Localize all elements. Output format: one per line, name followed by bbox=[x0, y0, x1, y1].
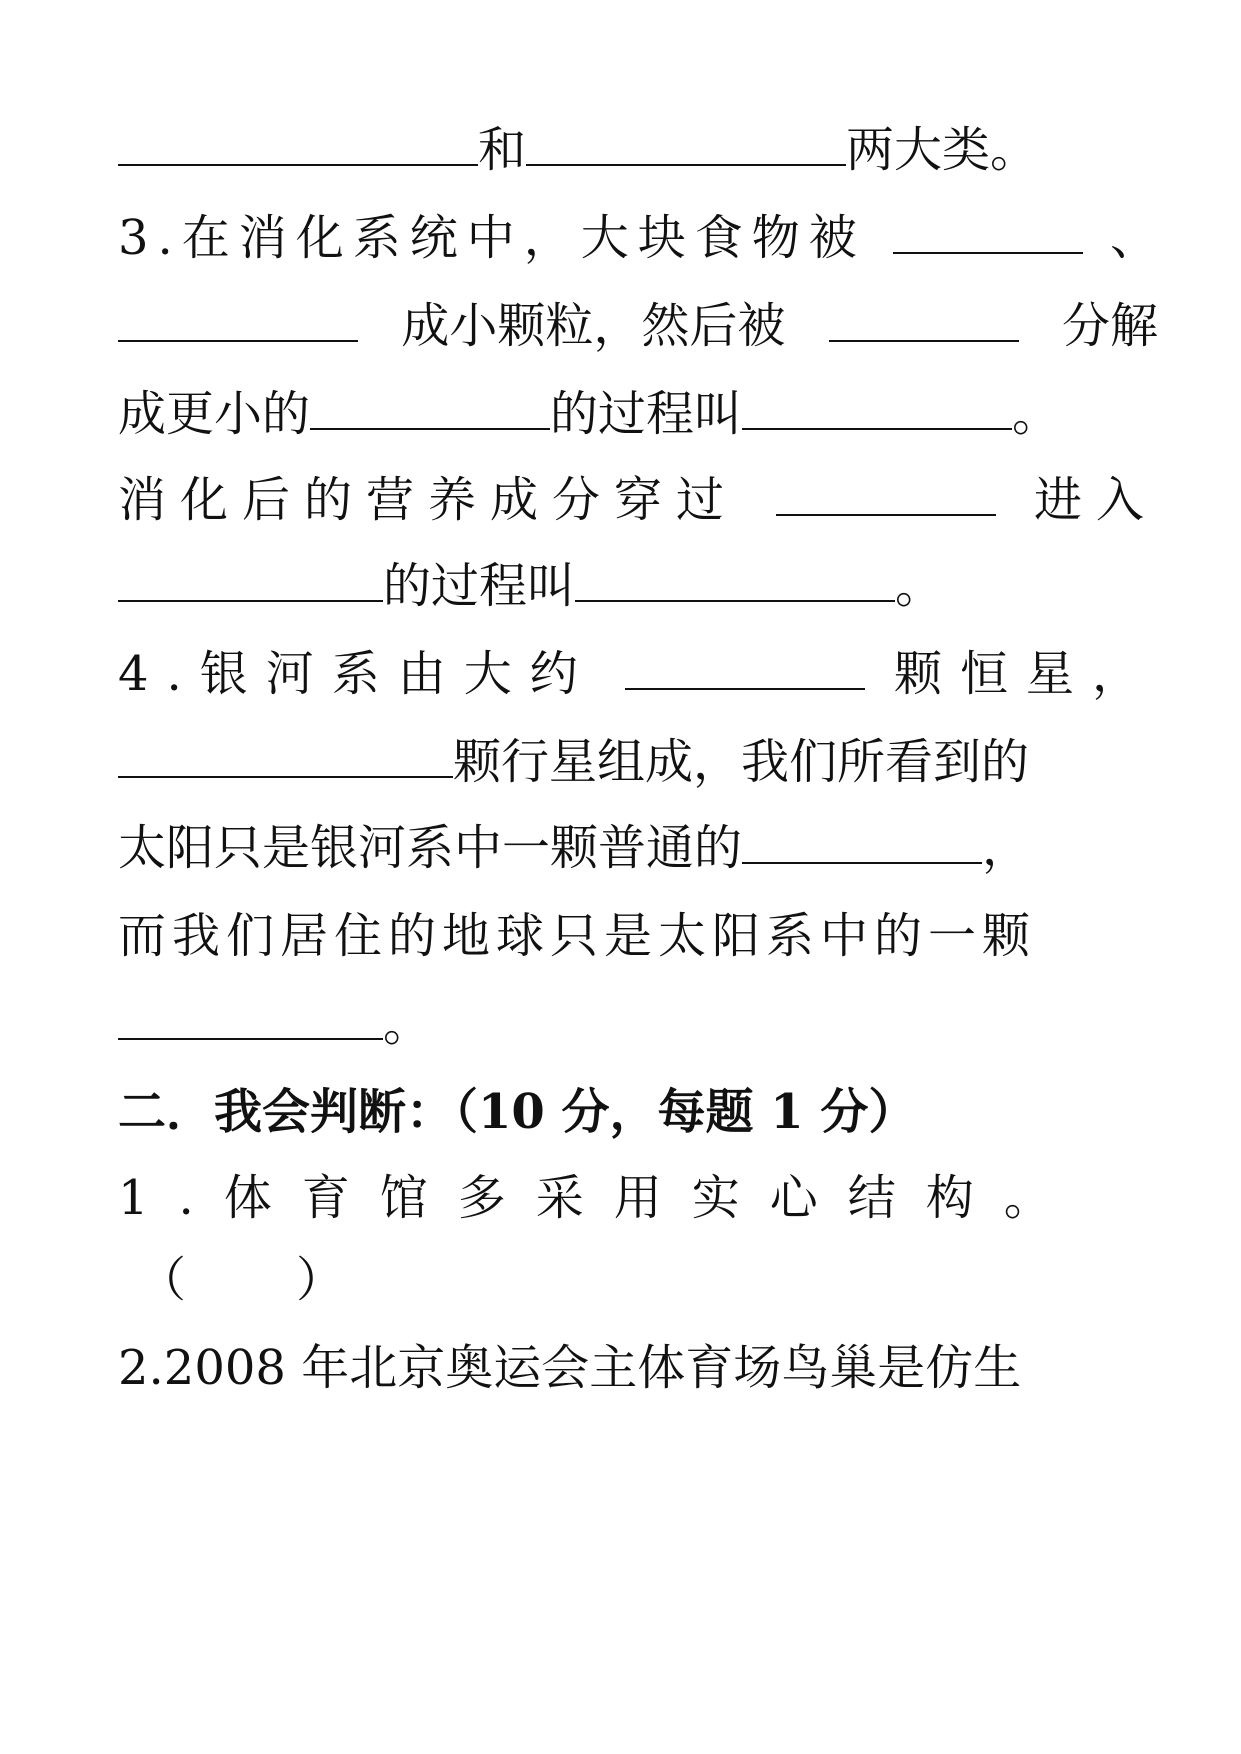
text-segment: 的过程叫 bbox=[383, 558, 576, 614]
answer-blank[interactable] bbox=[118, 986, 383, 1040]
text-line bbox=[118, 1328, 1158, 1408]
question-text: 1.体育馆多采用实心结构。 bbox=[118, 1170, 1082, 1226]
text-line bbox=[118, 374, 1158, 454]
question-text: 2.2008 年北京奥运会主体育场鸟巢是仿生 bbox=[118, 1340, 1022, 1396]
answer-blank[interactable] bbox=[526, 112, 846, 166]
text-segment: 3.在消化系统中，大块食物被 bbox=[118, 210, 866, 266]
text-segment: 太阳只是银河系中一颗普通的 bbox=[118, 820, 743, 876]
text-line bbox=[118, 546, 1158, 626]
text-line bbox=[118, 460, 1158, 540]
answer-blank[interactable] bbox=[625, 636, 865, 690]
text-line bbox=[118, 896, 1158, 976]
answer-blank[interactable] bbox=[118, 724, 453, 778]
text-segment: 的过程叫 bbox=[550, 386, 743, 442]
answer-blank[interactable] bbox=[893, 200, 1083, 254]
answer-blank[interactable] bbox=[742, 810, 982, 864]
paren-open: （ bbox=[138, 1252, 187, 1308]
text-segment: 、 bbox=[1109, 210, 1158, 266]
text-line bbox=[118, 634, 1158, 714]
answer-blank[interactable] bbox=[310, 376, 550, 430]
answer-blank[interactable] bbox=[829, 288, 1019, 342]
text-segment: 成小颗粒，然后被 bbox=[401, 298, 786, 354]
text-segment: 和 bbox=[478, 122, 527, 178]
answer-blank[interactable] bbox=[742, 376, 1012, 430]
text-line bbox=[118, 1240, 1158, 1320]
text-segment: 颗恒星， bbox=[893, 646, 1158, 702]
text-line bbox=[118, 1158, 1158, 1238]
text-line bbox=[118, 808, 1158, 888]
text-segment: 。 bbox=[895, 558, 944, 614]
text-segment: 颗行星组成，我们所看到的 bbox=[453, 734, 1030, 790]
text-line bbox=[118, 286, 1158, 366]
text-segment: 。 bbox=[1012, 386, 1061, 442]
text-segment: 4.银河系由大约 bbox=[118, 646, 596, 702]
text-segment: ， bbox=[982, 820, 1031, 876]
text-segment: 而我们居住的地球只是太阳系中的一颗 bbox=[118, 908, 1037, 964]
section-heading bbox=[118, 1072, 1158, 1152]
text-segment: 进入 bbox=[1033, 472, 1158, 528]
text-segment: 成更小的 bbox=[118, 386, 311, 442]
answer-blank[interactable] bbox=[118, 112, 478, 166]
text-segment: 消化后的营养成分穿过 bbox=[118, 472, 739, 528]
text-line bbox=[118, 198, 1158, 278]
answer-blank[interactable] bbox=[575, 548, 895, 602]
answer-blank[interactable] bbox=[776, 462, 996, 516]
heading-text: 二．我会判断：（10 分，每题 1 分） bbox=[118, 1084, 917, 1140]
answer-blank[interactable] bbox=[118, 288, 358, 342]
text-segment: 两大类。 bbox=[846, 122, 1039, 178]
text-segment: 分解 bbox=[1061, 298, 1158, 354]
text-line bbox=[118, 984, 1158, 1064]
paren-close: ） bbox=[296, 1252, 345, 1308]
answer-blank[interactable] bbox=[118, 548, 383, 602]
text-line bbox=[118, 722, 1158, 802]
text-segment: 。 bbox=[383, 996, 432, 1052]
text-line bbox=[118, 110, 1158, 190]
